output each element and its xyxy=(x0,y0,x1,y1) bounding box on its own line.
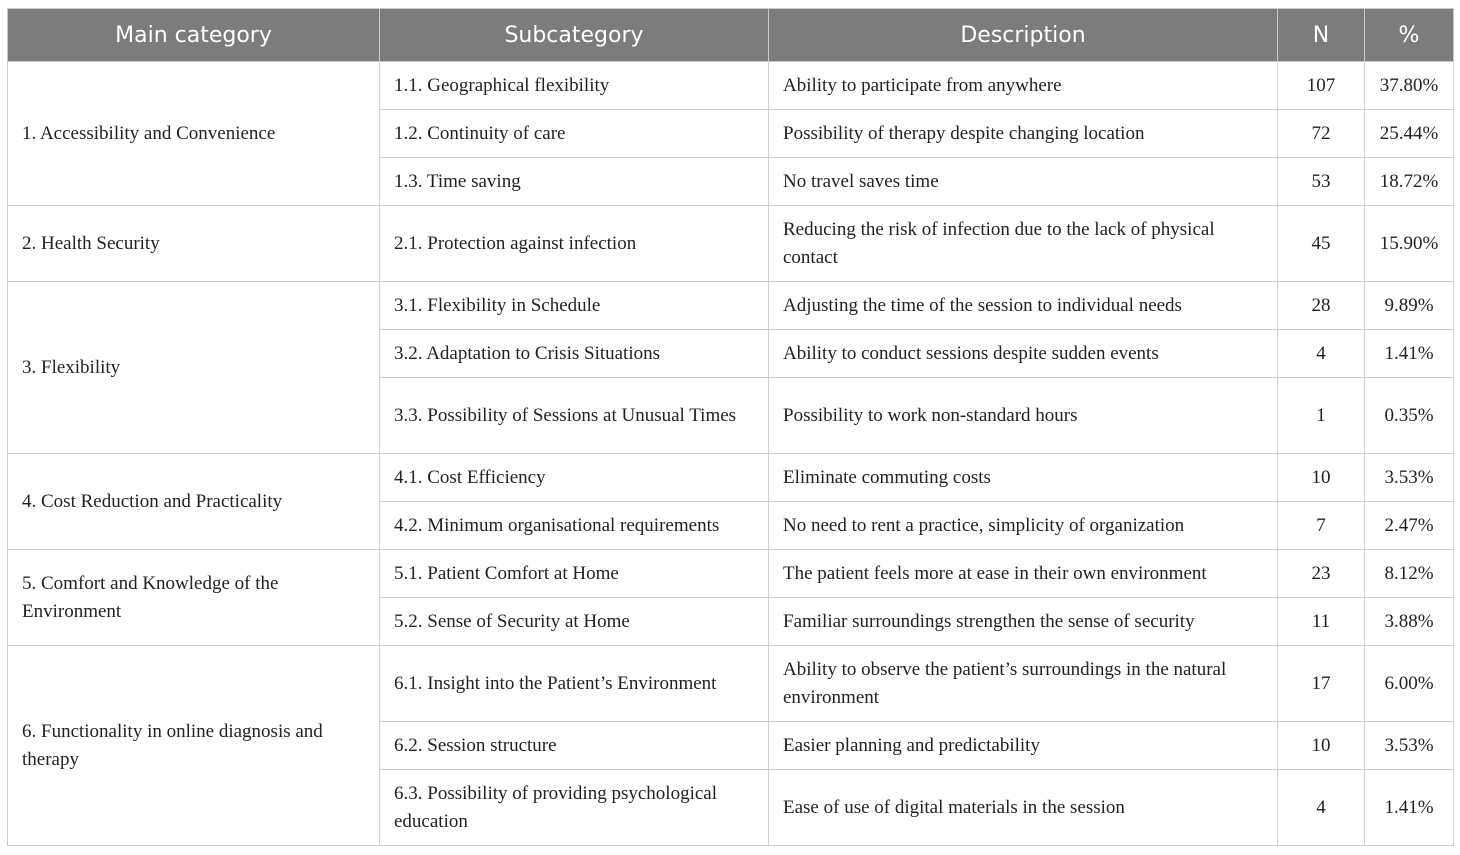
count-cell: 72 xyxy=(1278,110,1365,158)
count-cell: 11 xyxy=(1278,598,1365,646)
percent-cell: 37.80% xyxy=(1365,62,1454,110)
count-cell: 10 xyxy=(1278,722,1365,770)
percent-cell: 3.53% xyxy=(1365,454,1454,502)
description-cell: Easier planning and predictability xyxy=(769,722,1278,770)
percent-cell: 1.41% xyxy=(1365,770,1454,846)
description-cell: Possibility of therapy despite changing location xyxy=(769,110,1278,158)
subcategory-cell: 1.3. Time saving xyxy=(380,158,769,206)
subcategory-cell: 3.3. Possibility of Sessions at Unusual Times xyxy=(380,378,769,454)
description-cell: Ability to conduct sessions despite sudden events xyxy=(769,330,1278,378)
percent-cell: 2.47% xyxy=(1365,502,1454,550)
subcategory-cell: 6.3. Possibility of providing psychological education xyxy=(380,770,769,846)
header-subcategory: Subcategory xyxy=(380,9,769,62)
count-cell: 53 xyxy=(1278,158,1365,206)
table-row xyxy=(8,550,1454,598)
subcategory-cell: 4.2. Minimum organisational requirements xyxy=(380,502,769,550)
main-category-cell: 1. Accessibility and Convenience xyxy=(8,62,380,206)
count-cell: 1 xyxy=(1278,378,1365,454)
percent-cell: 0.35% xyxy=(1365,378,1454,454)
description-cell: Familiar surroundings strengthen the sense of security xyxy=(769,598,1278,646)
subcategory-cell: 1.1. Geographical flexibility xyxy=(380,62,769,110)
count-cell: 4 xyxy=(1278,770,1365,846)
header-percent: % xyxy=(1365,9,1454,62)
main-category-cell: 6. Functionality in online diagnosis and therapy xyxy=(8,646,380,846)
count-cell: 28 xyxy=(1278,282,1365,330)
description-cell: No travel saves time xyxy=(769,158,1278,206)
percent-cell: 25.44% xyxy=(1365,110,1454,158)
description-cell: Possibility to work non-standard hours xyxy=(769,378,1278,454)
count-cell: 107 xyxy=(1278,62,1365,110)
header-n: N xyxy=(1278,9,1365,62)
percent-cell: 15.90% xyxy=(1365,206,1454,282)
percent-cell: 9.89% xyxy=(1365,282,1454,330)
description-cell: No need to rent a practice, simplicity of organization xyxy=(769,502,1278,550)
description-cell: Ease of use of digital materials in the session xyxy=(769,770,1278,846)
description-cell: Reducing the risk of infection due to the lack of physical contact xyxy=(769,206,1278,282)
subcategory-cell: 1.2. Continuity of care xyxy=(380,110,769,158)
percent-cell: 18.72% xyxy=(1365,158,1454,206)
subcategory-cell: 5.2. Sense of Security at Home xyxy=(380,598,769,646)
table-body xyxy=(8,62,1454,846)
table-row xyxy=(8,206,1454,282)
subcategory-cell: 4.1. Cost Efficiency xyxy=(380,454,769,502)
description-cell: The patient feels more at ease in their own environment xyxy=(769,550,1278,598)
table-header-row xyxy=(8,9,1454,62)
header-main-category: Main category xyxy=(8,9,380,62)
percent-cell: 1.41% xyxy=(1365,330,1454,378)
count-cell: 10 xyxy=(1278,454,1365,502)
count-cell: 17 xyxy=(1278,646,1365,722)
header-description: Description xyxy=(769,9,1278,62)
subcategory-cell: 2.1. Protection against infection xyxy=(380,206,769,282)
main-category-cell: 2. Health Security xyxy=(8,206,380,282)
subcategory-cell: 3.1. Flexibility in Schedule xyxy=(380,282,769,330)
main-category-cell: 3. Flexibility xyxy=(8,282,380,454)
main-category-cell: 4. Cost Reduction and Practicality xyxy=(8,454,380,550)
percent-cell: 8.12% xyxy=(1365,550,1454,598)
count-cell: 7 xyxy=(1278,502,1365,550)
table-row xyxy=(8,454,1454,502)
count-cell: 23 xyxy=(1278,550,1365,598)
subcategory-cell: 6.2. Session structure xyxy=(380,722,769,770)
main-category-cell: 5. Comfort and Knowledge of the Environment xyxy=(8,550,380,646)
description-cell: Adjusting the time of the session to individual needs xyxy=(769,282,1278,330)
subcategory-cell: 6.1. Insight into the Patient’s Environment xyxy=(380,646,769,722)
count-cell: 4 xyxy=(1278,330,1365,378)
table-row xyxy=(8,282,1454,330)
categories-table xyxy=(7,8,1454,846)
percent-cell: 3.53% xyxy=(1365,722,1454,770)
table-row xyxy=(8,646,1454,722)
count-cell: 45 xyxy=(1278,206,1365,282)
description-cell: Ability to observe the patient’s surroundings in the natural environment xyxy=(769,646,1278,722)
percent-cell: 6.00% xyxy=(1365,646,1454,722)
description-cell: Eliminate commuting costs xyxy=(769,454,1278,502)
subcategory-cell: 5.1. Patient Comfort at Home xyxy=(380,550,769,598)
percent-cell: 3.88% xyxy=(1365,598,1454,646)
subcategory-cell: 3.2. Adaptation to Crisis Situations xyxy=(380,330,769,378)
description-cell: Ability to participate from anywhere xyxy=(769,62,1278,110)
table-row xyxy=(8,62,1454,110)
